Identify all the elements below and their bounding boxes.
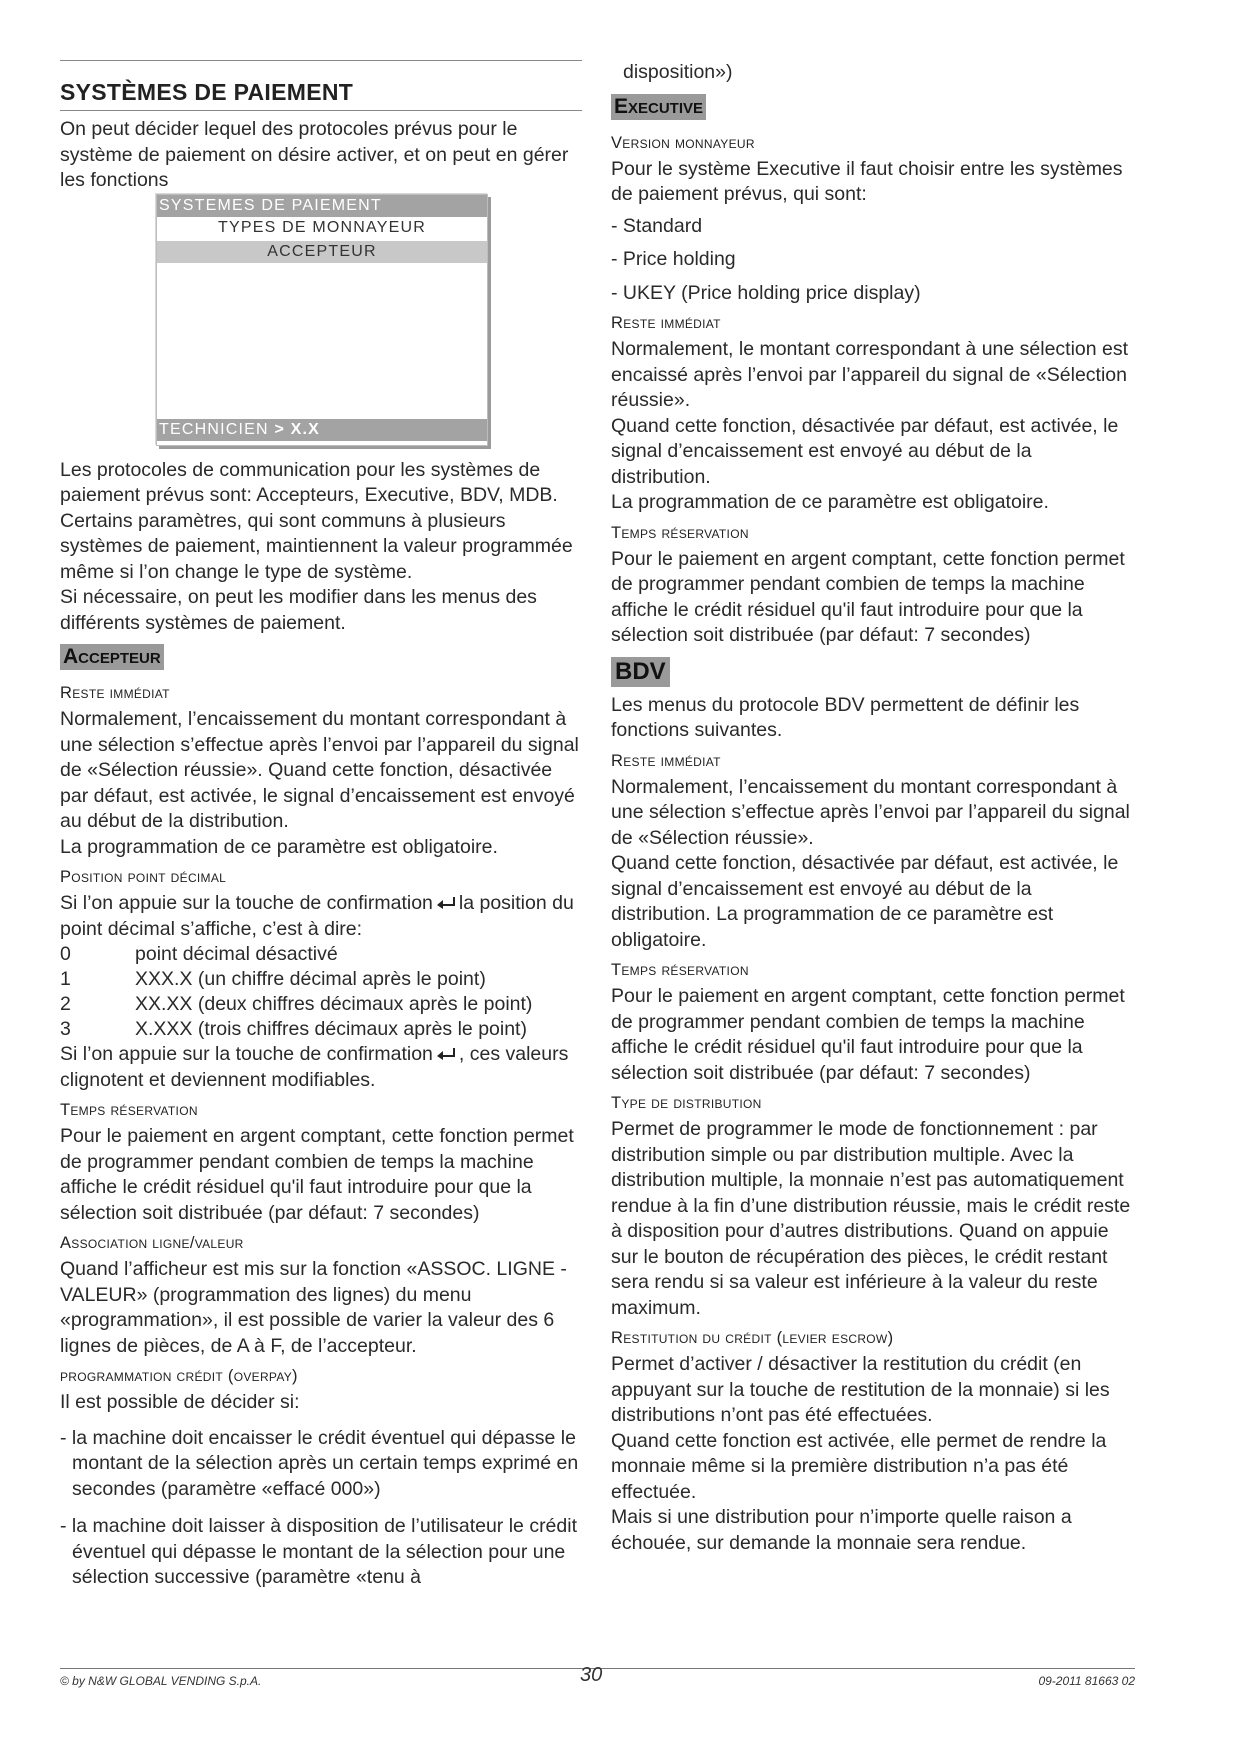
right-column <box>611 60 1135 1556</box>
display-selected-item: ACCEPTEUR <box>157 241 487 263</box>
decimal-option-text: XX.XX (deux chiffres décimaux après le point) <box>135 993 533 1015</box>
section-title: SYSTÈMES DE PAIEMENT <box>60 60 582 111</box>
modify-text: Si nécessaire, on peut les modifier dans les menus des différents systèmes de paiement. <box>60 586 537 634</box>
type-distribution-heading: Type de distribution <box>611 1094 762 1112</box>
reste-immediat-text: Normalement, l’encaissement du montant correspondant à une sélection s’effectue après l’envoi par l’appareil du signal de «Sélection réussie». Quand cette fonction, désactivée par défaut, est activée, le signal d’encaissement est envoyé au début de la distribution. <box>60 708 579 832</box>
decimal-option-text: point décimal désactivé <box>135 943 338 965</box>
restitution-text-3: Mais si une distribution pour n’importe quelle raison a échouée, sur demande la monnaie sera rendue. <box>611 1506 1072 1554</box>
overpay-option-1: - la machine doit encaisser le crédit éventuel qui dépasse le montant de la sélection après un certain temps exprimé en secondes (paramètre «effacé 000») <box>60 1426 579 1500</box>
position-point-heading: Position point décimal <box>60 868 227 886</box>
overpay-option-2: - la machine doit laisser à disposition de l’utilisateur le crédit éventuel qui dépasse le montant de la sélection pour une sélection successive (paramètre «tenu à <box>60 1515 577 1588</box>
accepteur-heading: Accepteur <box>60 644 164 670</box>
overpay-heading: programmation crédit (overpay) <box>60 1367 298 1385</box>
confirm-text-b: , ces valeurs clignotent et deviennent modifiables. <box>60 1043 569 1091</box>
bdv-heading: BDV <box>611 657 670 687</box>
decimal-option-text: X.XXX (trois chiffres décimaux après le point) <box>135 1018 527 1040</box>
bdv-temps-heading: Temps réservation <box>611 961 749 979</box>
executive-temps-text: Pour le paiement en argent comptant, cette fonction permet de programmer pendant combien de temps la machine affiche le crédit résiduel qu'il faut introduire pour que la sélection soit distribuée (par défaut: 7 secondes) <box>611 547 1125 646</box>
decimal-option-number: 3 <box>60 1018 71 1040</box>
display-screen <box>156 194 488 446</box>
executive-reste-text-3: La programmation de ce paramètre est obligatoire. <box>611 491 1049 513</box>
bdv-intro: Les menus du protocole BDV permettent de définir les fonctions suivantes. <box>611 693 1080 741</box>
type-distribution-text: Permet de programmer le mode de fonctionnement : par distribution simple ou par distribution multiple. Avec la distribution multiple, la monnaie n’est pas automatiquement rendue à la fin d’une distribution réussie, mais le crédit reste à disposition pour d’autres distributions. Quand on appuie sur le bouton de récupération des pièces, le crédit restant sera rendu si sa valeur est inférieure à la valeur du reste maximum. <box>611 1118 1131 1319</box>
association-heading: Association ligne/valeur <box>60 1234 244 1252</box>
decimal-option-text: XXX.X (un chiffre décimal après le point) <box>135 968 486 990</box>
intro-text: On peut décider lequel des protocoles prévus pour le système de paiement on désire activer, et on peut en gérer les fonctions <box>60 118 569 191</box>
option-price-holding: - Price holding <box>611 248 736 270</box>
decimal-option-number: 2 <box>60 993 71 1015</box>
footer-doc-ref: 09-2011 81663 02 <box>1038 1674 1135 1688</box>
footer-copyright: © by N&W GLOBAL VENDING S.p.A. <box>60 1674 262 1688</box>
display-status-bar <box>157 419 487 441</box>
decimal-option <box>60 942 582 967</box>
executive-temps-heading: Temps réservation <box>611 523 749 542</box>
position-point-text <box>60 891 582 942</box>
decimal-option-number: 0 <box>60 943 71 965</box>
version-monnayeur-heading: Version monnayeur <box>611 133 755 152</box>
association-text: Quand l’afficheur est mis sur la fonction «ASSOC. LIGNE - VALEUR» (programmation des lignes) du menu «programmation», il est possible de varier la valeur des 6 lignes de pièces, de A à F, de l’accepteur. <box>60 1258 567 1357</box>
restitution-heading: Restitution du crédit (levier escrow) <box>611 1329 894 1347</box>
display-submenu: TYPES DE MONNAYEUR <box>157 217 487 239</box>
common-params-text: Certains paramètres, qui sont communs à plusieurs systèmes de paiement, maintiennent la valeur programmée même si l’on change le type de système. <box>60 509 573 583</box>
bdv-reste-text-2: Quand cette fonction, désactivée par défaut, est activée, le signal d’encaissement est envoyé au début de la distribution. La programmation de ce paramètre est obligatoire. <box>611 852 1119 951</box>
executive-reste-text: Normalement, le montant correspondant à une sélection est encaissé après l’envoi par l’appareil du signal de «Sélection réussie». <box>611 338 1129 411</box>
confirm-text <box>60 1042 582 1093</box>
temps-reservation-text: Pour le paiement en argent comptant, cette fonction permet de programmer pendant combien de temps la machine affiche le crédit résiduel qu'il faut introduire pour que la sélection soit distribuée (par défaut: 7 secondes) <box>60 1125 574 1224</box>
decimal-option <box>60 1017 582 1042</box>
executive-reste-heading: Reste immédiat <box>611 314 721 332</box>
protocols-text: Les protocoles de communication pour les systèmes de paiement prévus sont: Accepteurs, Executive, BDV, MDB. <box>60 458 558 506</box>
bdv-reste-heading: Reste immédiat <box>611 751 721 770</box>
position-point-text-a: Si l’on appuie sur la touche de confirmation <box>60 892 433 914</box>
decimal-options <box>60 942 582 1042</box>
position-point-text-b: la position du point décimal s’affiche, c’est à dire: <box>60 892 574 940</box>
continued-text: disposition») <box>623 61 733 83</box>
temps-reservation-heading: Temps réservation <box>60 1101 198 1119</box>
decimal-option <box>60 992 582 1017</box>
display-version: > X.X <box>274 420 321 438</box>
page-number: 30 <box>580 1664 603 1686</box>
version-monnayeur-text: Pour le système Executive il faut choisir entre les systèmes de paiement prévus, qui sont: <box>611 157 1123 205</box>
executive-reste-text-2: Quand cette fonction, désactivée par défaut, est activée, le signal d’encaissement est envoyé au début de la distribution. <box>611 414 1119 488</box>
enter-key-icon <box>436 1047 456 1061</box>
reste-immediat-text-2: La programmation de ce paramètre est obligatoire. <box>60 835 498 858</box>
confirm-text-a: Si l’on appuie sur la touche de confirmation <box>60 1043 433 1065</box>
left-column <box>60 60 582 1603</box>
bdv-temps-text: Pour le paiement en argent comptant, cette fonction permet de programmer pendant combien de temps la machine affiche le crédit résiduel qu'il faut introduire pour que la sélection soit distribuée (par défaut: 7 secondes) <box>611 985 1125 1084</box>
option-standard: - Standard <box>611 214 703 237</box>
display-menu-title: SYSTEMES DE PAIEMENT <box>157 195 487 217</box>
option-ukey: - UKEY (Price holding price display) <box>611 281 921 304</box>
executive-heading: Executive <box>611 94 706 120</box>
reste-immediat-heading: Reste immédiat <box>60 684 170 702</box>
display-mode: TECHNICIEN <box>159 420 269 438</box>
overpay-intro: Il est possible de décider si: <box>60 1391 300 1413</box>
restitution-text: Permet d’activer / désactiver la restitution du crédit (en appuyant sur la touche de restitution de la monnaie) si les distributions n’ont pas été effectuées. <box>611 1353 1110 1426</box>
enter-key-icon <box>436 896 456 910</box>
bdv-reste-text: Normalement, l’encaissement du montant correspondant à une sélection s’effectue après l’envoi par l’appareil du signal de «Sélection réussie». <box>611 775 1130 849</box>
decimal-option-number: 1 <box>60 968 71 990</box>
decimal-option <box>60 967 582 992</box>
restitution-text-2: Quand cette fonction est activée, elle permet de rendre la monnaie même si la première distribution n’a pas été effectuée. <box>611 1429 1107 1503</box>
